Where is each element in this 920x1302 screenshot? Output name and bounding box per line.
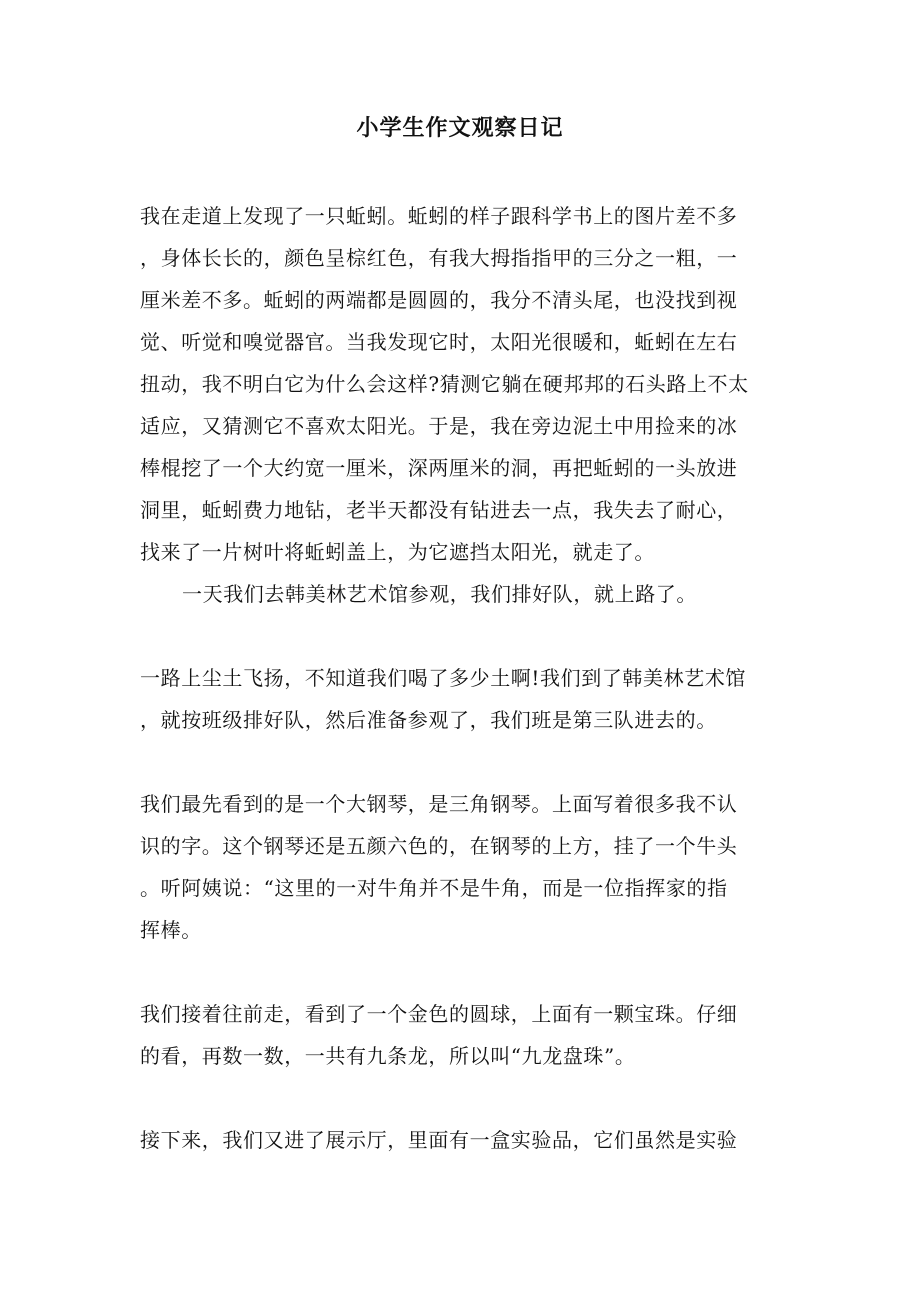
paragraph-line: ，身体长长的，颜色呈棕红色，有我大拇指指甲的三分之一粗，一: [140, 246, 738, 270]
paragraph-line: 我们最先看到的是一个大钢琴，是三角钢琴。上面写着很多我不认: [140, 792, 738, 816]
paragraph-line: 我们接着往前走，看到了一个金色的圆球，上面有一颗宝珠。仔细: [140, 1002, 738, 1026]
paragraph-line: 。听阿姨说：“这里的一对牛角并不是牛角，而是一位指挥家的指: [140, 876, 728, 900]
paragraph-line: 一天我们去韩美林艺术馆参观，我们排好队，就上路了。: [182, 582, 697, 606]
paragraph-line: ，就按班级排好队，然后准备参观了，我们班是第三队进去的。: [140, 708, 717, 732]
paragraph-line: 觉、听觉和嗅觉器官。当我发现它时，太阳光很暖和，蚯蚓在左右: [140, 330, 738, 354]
paragraph-line: 适应，又猜测它不喜欢太阳光。于是，我在旁边泥土中用捡来的冰: [140, 414, 738, 438]
paragraph-line: 挥棒。: [140, 918, 202, 942]
document-title: 小学生作文观察日记: [356, 115, 564, 141]
paragraph-line: 厘米差不多。蚯蚓的两端都是圆圆的，我分不清头尾，也没找到视: [140, 288, 738, 312]
paragraph-line: 的看，再数一数，一共有九条龙，所以叫“九龙盘珠”。: [140, 1044, 636, 1068]
paragraph-line: 扭动，我不明白它为什么会这样?猜测它躺在硬邦邦的石头路上不太: [140, 372, 749, 396]
paragraph-line: 洞里，蚯蚓费力地钻，老半天都没有钻进去一点，我失去了耐心，: [140, 498, 738, 522]
paragraph-line: 我在走道上发现了一只蚯蚓。蚯蚓的样子跟科学书上的图片差不多: [140, 204, 738, 228]
paragraph-line: 接下来，我们又进了展示厅，里面有一盒实验品，它们虽然是实验: [140, 1128, 738, 1152]
paragraph-line: 找来了一片树叶将蚯蚓盖上，为它遮挡太阳光，就走了。: [140, 540, 655, 564]
paragraph-line: 识的字。这个钢琴还是五颜六色的，在钢琴的上方，挂了一个牛头: [140, 834, 738, 858]
paragraph-line: 一路上尘土飞扬，不知道我们喝了多少土啊!我们到了韩美林艺术馆: [140, 666, 747, 690]
paragraph-line: 棒棍挖了一个大约宽一厘米，深两厘米的洞，再把蚯蚓的一头放进: [140, 456, 738, 480]
